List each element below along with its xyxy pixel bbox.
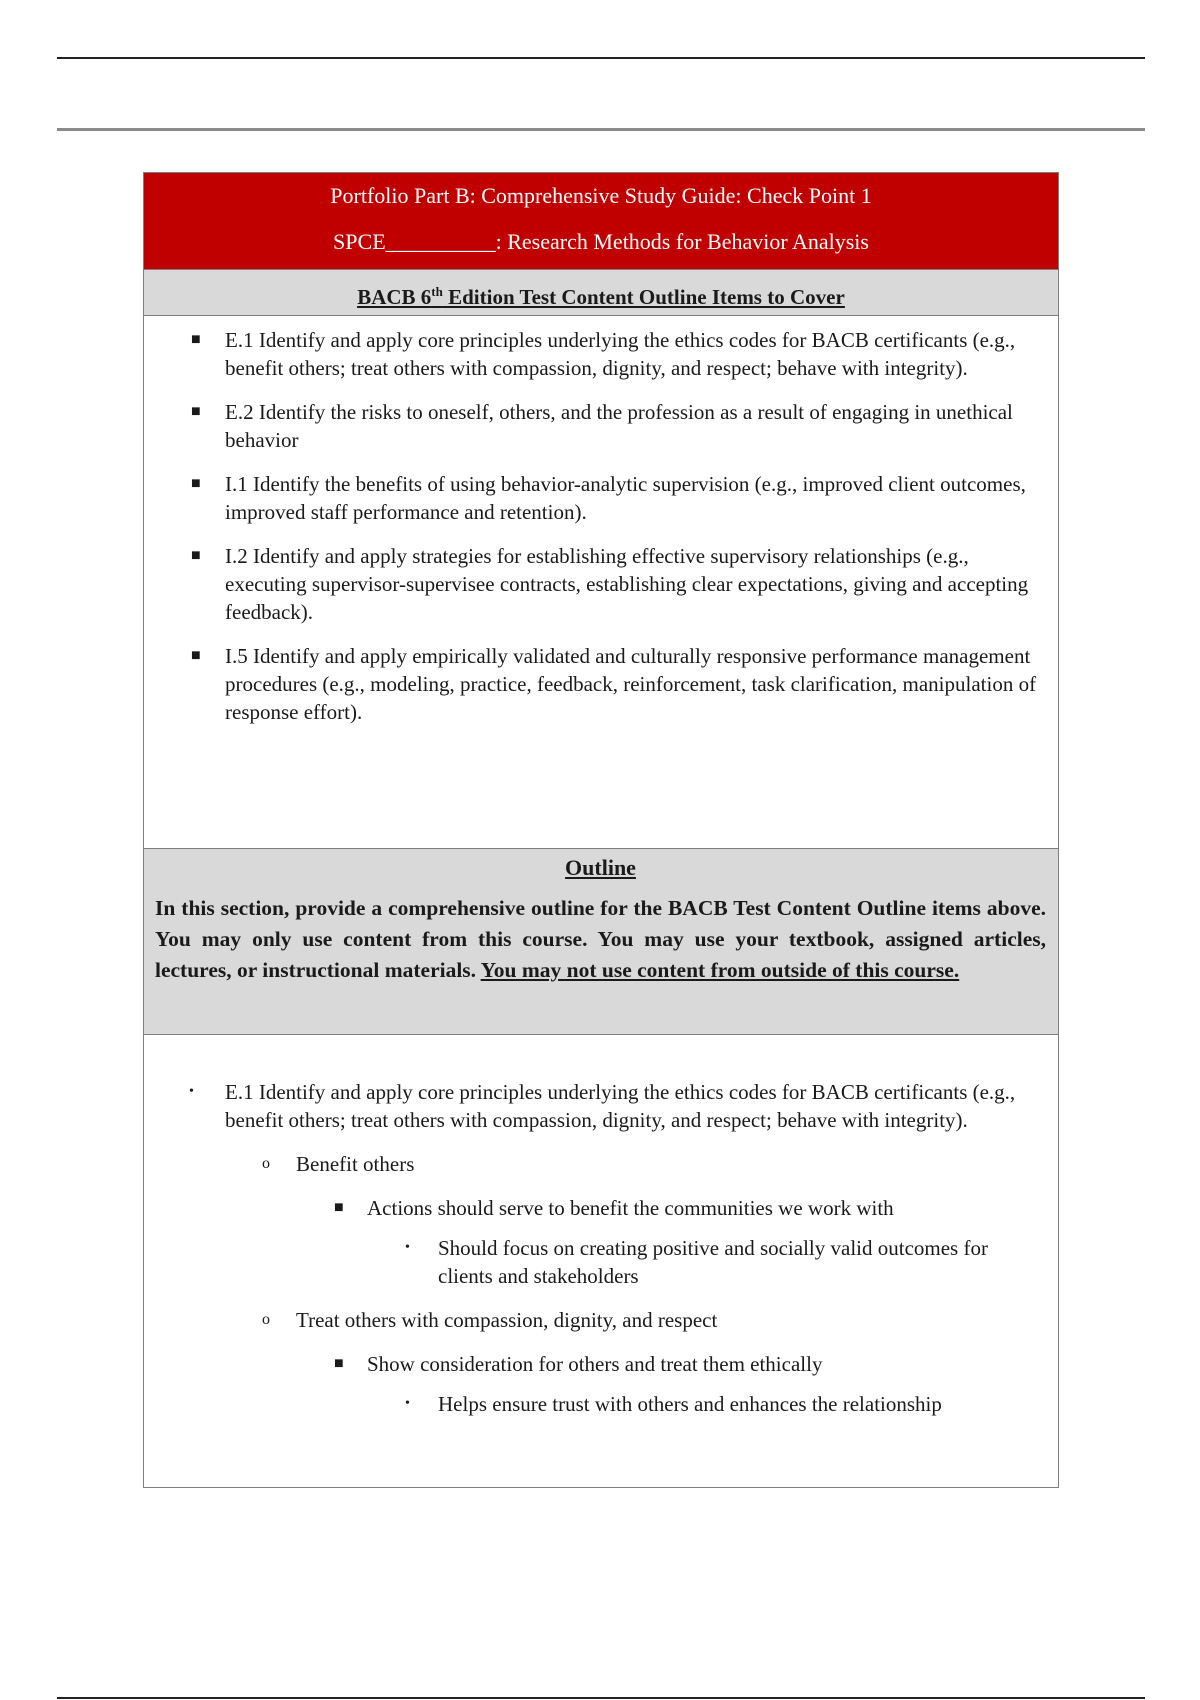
outline-subitem: o Treat others with compassion, dignity, and respect xyxy=(262,1308,718,1332)
items-to-cover xyxy=(144,316,1058,849)
outline-subitem: o Benefit others xyxy=(262,1152,415,1176)
outline-subitem: • Should focus on creating positive and socially valid outcomes for clients and stakeholders xyxy=(405,1236,988,1288)
square-bullet-icon: ■ xyxy=(191,547,201,564)
course-title: SPCE__________: Research Methods for Behavior Analysis xyxy=(333,229,869,254)
outline-instructions: In this section, provide a comprehensive outline for the BACB Test Content Outline items above. You may only use content from this course. You may use your textbook, assigned articles, lectures, or instructional materials. You may not use content from outside of this course. xyxy=(155,896,1046,982)
dot-bullet-icon: • xyxy=(189,1084,194,1099)
outline-subitem: ■ Show consideration for others and treat them ethically xyxy=(334,1352,823,1376)
top-rule xyxy=(57,57,1145,59)
outline-header xyxy=(144,849,1058,1035)
header-rule xyxy=(57,128,1145,131)
outline-body xyxy=(144,1035,1058,1487)
outline-subitem: ■ Actions should serve to benefit the communities we work with xyxy=(334,1196,894,1220)
square-bullet-icon: ■ xyxy=(334,1355,344,1372)
bottom-rule xyxy=(57,1697,1145,1699)
guide-title: Portfolio Part B: Comprehensive Study Guide: Check Point 1 xyxy=(330,183,872,208)
list-item: ■ E.1 Identify and apply core principles underlying the ethics codes for BACB certificants (e.g., benefit others; treat others with compassion, dignity, and respect; behave with integrity). xyxy=(191,328,1016,380)
square-bullet-icon: ■ xyxy=(191,403,201,420)
dot-bullet-icon: • xyxy=(405,1396,410,1411)
study-guide-table xyxy=(143,172,1059,1488)
outline-subitem: • Helps ensure trust with others and enhances the relationship xyxy=(405,1392,942,1416)
dot-bullet-icon: • xyxy=(405,1240,410,1255)
list-item: ■ I.2 Identify and apply strategies for establishing effective supervisory relationships (e.g., executing supervisor-supervisee contracts, establishing clear expectations, giving and accepting feedback). xyxy=(191,544,1029,624)
square-bullet-icon: ■ xyxy=(334,1199,344,1216)
circle-bullet-icon: o xyxy=(262,1311,270,1328)
list-item: ■ E.2 Identify the risks to oneself, others, and the profession as a result of engaging in unethical behavior xyxy=(191,400,1013,452)
list-item: ■ I.5 Identify and apply empirically validated and culturally responsive performance management procedures (e.g., modeling, practice, feedback, reinforcement, task clarification, manipulation of response effort). xyxy=(191,644,1037,724)
list-item: ■ I.1 Identify the benefits of using behavior-analytic supervision (e.g., improved client outcomes, improved staff performance and retention). xyxy=(191,472,1026,524)
outline-title: Outline xyxy=(565,855,636,880)
circle-bullet-icon: o xyxy=(262,1155,270,1172)
header-banner xyxy=(144,173,1058,269)
outline-items-heading: BACB 6th Edition Test Content Outline Items to Cover xyxy=(144,269,1058,316)
square-bullet-icon: ■ xyxy=(191,331,201,348)
square-bullet-icon: ■ xyxy=(191,647,201,664)
outline-item: • E.1 Identify and apply core principles underlying the ethics codes for BACB certificants (e.g., benefit others; treat others with compassion, dignity, and respect; behave with integrity). xyxy=(189,1080,1016,1132)
square-bullet-icon: ■ xyxy=(191,475,201,492)
